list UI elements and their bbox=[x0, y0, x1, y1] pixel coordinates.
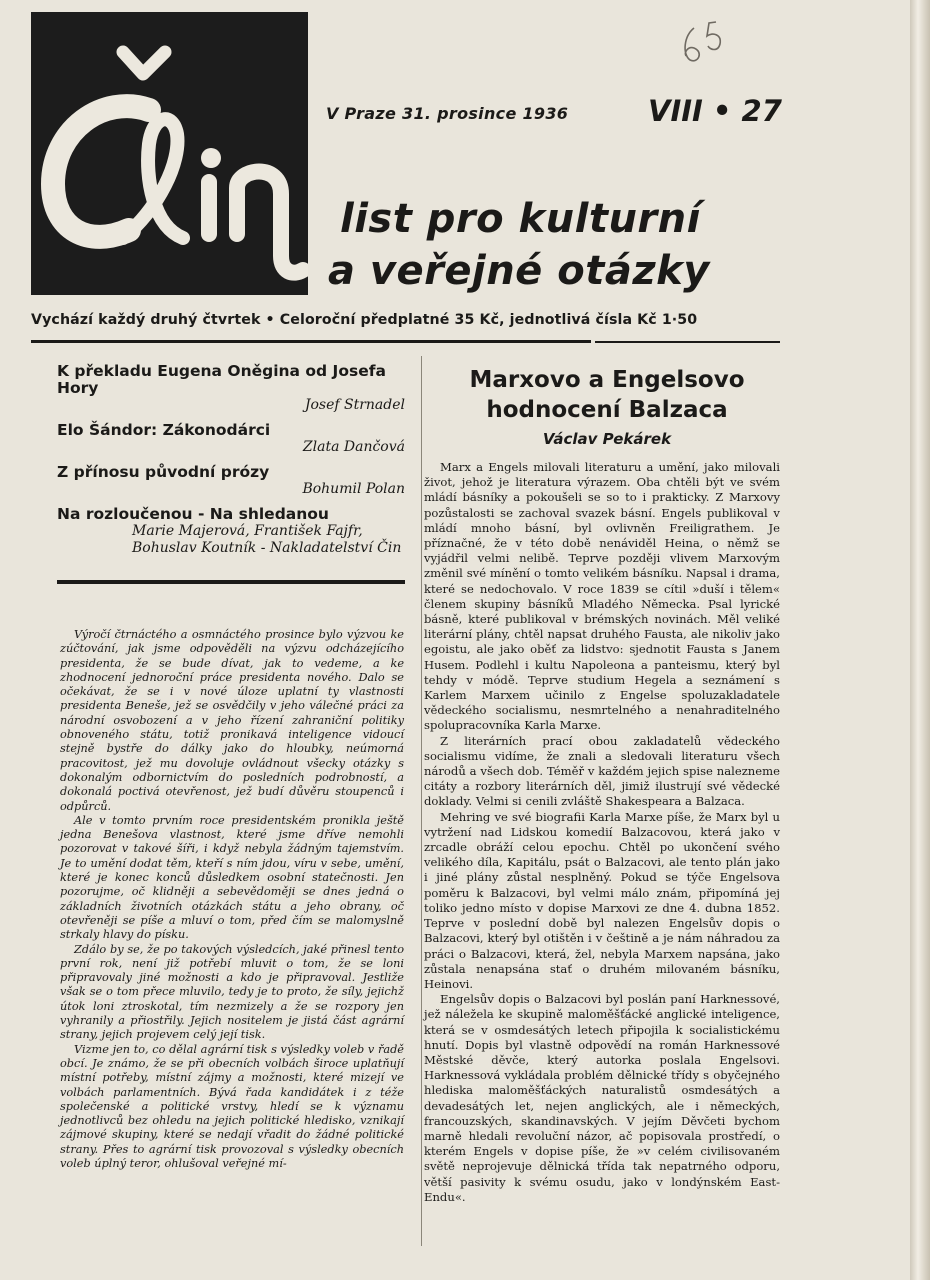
masthead-rule-right bbox=[595, 341, 780, 343]
editorial-column bbox=[60, 628, 404, 1171]
toc-author: Bohumil Polan bbox=[302, 481, 405, 497]
article-body bbox=[424, 460, 780, 1205]
article-author: Václav Pekárek bbox=[542, 430, 672, 448]
paragraph: Mehring ve své biografii Karla Marxe píše, že Marx byl u vytržení nad Lidskou komedií Balzacovou, která jako v zrcadle obráží celou epochu. Chtěl po ukončení svého velikého díla, Kapitálu, psát o Balzacovi, ale tento plán jako i jiné plány zůstal nesplněný. Pokud se týče Engelsova poměru k Balzacovi, byl velmi málo znám, připomíná jej toliko jedno místo v dopise Marxovi ze dne 4. dubna 1852. Teprve v poslední době byl nalezen Engelsův dopis o Balzacovi, který byl otištěn i v češtině a je nám náhradou za práci o Balzacovi, která, žel, nebyla Marxem napsána, jako zůstala nenapsána stať o druhém milovaném básníku, Heinovi. bbox=[424, 809, 780, 991]
page-edge bbox=[910, 0, 930, 1280]
toc-author: Zlata Dančová bbox=[302, 439, 405, 455]
toc-author: Josef Strnadel bbox=[304, 397, 405, 413]
paragraph: Vizme jen to, co dělal agrární tisk s výsledky voleb v řadě obcí. Je známo, že se při obecních volbách široce uplatňují místní potřeby, místní zájmy a možnosti, které mizejí ve volbách parlamentních. Bývá řada kandidátek i z téže společenské a politické vrstvy, hledí se k významu jednotlivců bez ohledu na jejich politické hledisko, vznikají zájmové skupiny, které se nedají vřadit do žádné politické strany. Přes to agrární tisk provozoval s výsledky obecních voleb úplný teror, ohlušoval veřejné mí- bbox=[60, 1042, 404, 1170]
toc-entry bbox=[57, 363, 407, 414]
masthead-logo bbox=[31, 12, 308, 295]
column-divider bbox=[421, 356, 422, 1246]
masthead-title-line-2: a veřejné otázky bbox=[328, 248, 710, 294]
toc-author bbox=[57, 523, 407, 557]
article-title-line-1: Marxovo a Engelsovo bbox=[469, 367, 745, 393]
subscription-line: Vychází každý druhý čtvrtek • Celoroční předplatné 35 Kč, jednotlivá čísla Kč 1·50 bbox=[31, 312, 698, 328]
masthead-title-line-1: list pro kulturní bbox=[340, 196, 701, 242]
toc-title: Na rozloučenou - Na shledanou bbox=[57, 505, 329, 523]
article-title bbox=[437, 365, 777, 425]
pencil-annotation bbox=[676, 14, 736, 70]
toc-rule bbox=[57, 580, 405, 584]
issue-number: VIII • 27 bbox=[648, 94, 782, 128]
toc-author-line: Bohuslav Koutník - Nakladatelství Čin bbox=[132, 540, 402, 556]
masthead-rule bbox=[31, 340, 591, 343]
toc-entry bbox=[57, 506, 407, 557]
toc-entry bbox=[57, 422, 407, 456]
paragraph: Zdálo by se, že po takových výsledcích, jaké přinesl tento první rok, není již potřebí mluvit o tom, že se loni připravovaly jiné možnosti a kdo je připravoval. Jestliže však se o tom přece mluvilo, tedy je to proto, že síly, jejichž útok loni ztroskotal, tím nezmizely a že se rozpory jen vyhranily a přiostřily. Jejich nositelem je jistá část agrární strany, jejich projevem celý její tisk. bbox=[60, 942, 404, 1042]
paragraph: Výročí čtrnáctého a osmnáctého prosince bylo výzvou ke zúčtování, jak jsme odpověděli na výzvu odcházejícího presidenta, že se bude dívat, jak to vedeme, a ke zhodnocení jednoroční práce presidenta nového. Dalo se očekávat, že se i v nové úloze uplatní ty vlastnosti presidenta Beneše, jež se osvědčily v jeho válečné práci za národní osvobození a v jeho řízení zahraniční politiky obnoveného státu, totiž pronikavá inteligence vidoucí stejně bystře do dálky jako do hloubky, neúmorná pracovitost, jež mu dovoluje ovládnout všecky otázky s dokonalým odbornictvím do posledních podrobností, a dokonalá poctivá otevřenost, jež budí důvěru stoupenců i odpůrců. bbox=[60, 628, 404, 813]
paragraph: Engelsův dopis o Balzacovi byl poslán paní Harknessové, jež náležela ke skupině maloměšťácké anglické inteligence, která se v osmdesátých letech připojila k socialistickému hnutí. Dopis byl vlastně odpovědí na román Harknessové Městské děvče, který autorka poslala Engelsovi. Harknessová vykládala problém dělnické třídy s obyčejného hlediska maloměšťáckých naturalistů osmdesátých a devadesátých let, nejen anglických, ale i německých, francouzských, skandinavských. V jejím Děvčeti bychom marně hledali revoluční názor, ač popisovala prostředí, o kterém Engels v dopise píše, že »v celém civilisovaném světě neprojevuje dělnická třída tak nepatrného odporu, větší pasivity k svému osudu, jako v londýnském East-Endu«. bbox=[424, 992, 780, 1204]
paragraph: Ale v tomto prvním roce presidentském pronikla ještě jedna Benešova vlastnost, které jsme dříve nemohli pozorovat v takové šíři, i když nebyla žádným tajemstvím. Je to umění dodat těm, kteří s ním jdou, víru v sebe, umění, které je konec konců důsledkem osobní statečnosti. Jen pozorujme, oč klidněji a sebevědoměji se dnes jedná o základních životních otázkách státu a jeho obrany, oč otevřeněji se píše a mluví o tom, před čím se malomyslně strkaly hlavy do písku. bbox=[60, 813, 404, 942]
toc-title: Elo Šándor: Zákonodárci bbox=[57, 421, 271, 439]
toc-entry bbox=[57, 464, 407, 498]
toc-title: Z přínosu původní prózy bbox=[57, 463, 270, 481]
article-title-line-2: hodnocení Balzaca bbox=[486, 397, 728, 423]
table-of-contents bbox=[57, 363, 407, 565]
paragraph: Marx a Engels milovali literaturu a umění, jako milovali život, jehož je literatura výrazem. Oba chtěli být ve svém mládí básníky a pokoušeli se so to i prakticky. Z Marxovy pozůstalosti se zachoval svazek básní. Engels publikoval v mládí mnoho básní, byl ovlivněn Freiligrathem. Je příznačné, že v této době nenáviděl Heina, o němž se vyjádřil velmi nelibě. Teprve později vlivem Marxovým změnil své mínění o tomto velikém básníku. Napsal i drama, které se nedochovalo. V roce 1839 se cítil »duší i tělem« členem skupiny básníků Mladého Německa. Psal lyrické básně, které publikoval v brémských novinách. Měl veliké literární plány, chtěl napsat druhého Fausta, ale nikoliv jako egoistu, ale jako oběť za lidstvo: sjednotit Fausta s Janem Husem. Podlehl i kultu Napoleona a panteismu, který byl tehdy v módě. Teprve studium Hegela a seznámení s Karlem Marxem učinilo z Engelse spoluzakladatele vědeckého socialismu, nesmrtelného a nenahraditelného spolupracovníka Karla Marxe. bbox=[424, 460, 780, 733]
dateline: V Praze 31. prosince 1936 bbox=[326, 104, 569, 123]
toc-author-line: Marie Majerová, František Fajfr, bbox=[132, 523, 363, 539]
paragraph: Z literárních prací obou zakladatelů vědeckého socialismu vidíme, že znali a sledovali literaturu všech národů a všech dob. Téměř v každém jejich spise nalezneme citáty a rozbory literárních děl, jimiž ilustrují své vědecké doklady. Velmi si cenili zvláště Shakespeara a Balzaca. bbox=[424, 733, 780, 809]
toc-title: K překladu Eugena Oněgina od Josefa Hory bbox=[57, 362, 386, 397]
